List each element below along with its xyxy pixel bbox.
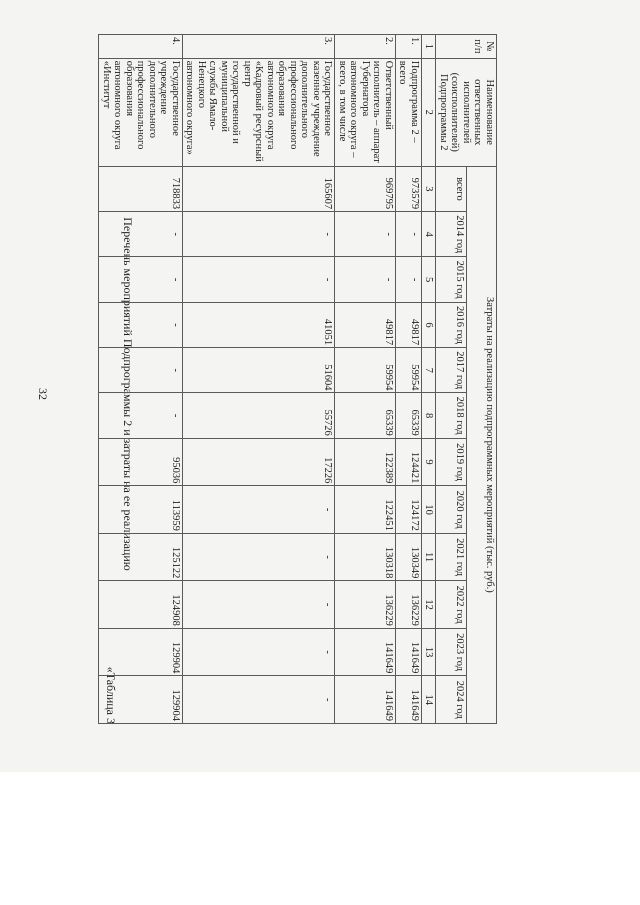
index-cell: 5 xyxy=(422,257,437,302)
cell-year-value: 41051 xyxy=(183,302,336,347)
cell-year-value: 136229 xyxy=(335,581,396,629)
row-name: Ответственный исполнитель – аппарат Губернатора автономного округа – всего, в том числе xyxy=(335,58,396,166)
cell-year-value: 130318 xyxy=(335,533,396,581)
cell-year-value: - xyxy=(99,257,183,302)
cell-year-value: 95036 xyxy=(99,438,183,486)
cell-year-value: 130349 xyxy=(396,533,422,581)
cell-year-value: 59954 xyxy=(335,348,396,393)
header-row-1 xyxy=(466,35,496,724)
header-name: Наименование ответственных исполнителей (соисполнителей) Подпрограммы 2 xyxy=(436,58,497,166)
cell-year-value: - xyxy=(183,533,336,581)
cell-year-value: 122389 xyxy=(335,438,396,486)
cell-total: 973579 xyxy=(396,166,422,211)
cell-year-value: - xyxy=(99,348,183,393)
cell-year-value: - xyxy=(183,628,336,676)
header-year: 2019 год xyxy=(436,438,466,486)
row-name: Государственное учреждение дополнительного профессионального образования автономного округа «Институт xyxy=(99,58,183,166)
cell-year-value: 59954 xyxy=(396,348,422,393)
cell-year-value: 124172 xyxy=(396,486,422,534)
index-cell: 1 xyxy=(422,35,437,59)
cell-year-value: 129904 xyxy=(99,628,183,676)
header-num: № п/п xyxy=(436,35,497,59)
row-number: 2. xyxy=(335,35,396,59)
cell-year-value: 113959 xyxy=(99,486,183,534)
cell-year-value: 136229 xyxy=(396,581,422,629)
index-cell: 9 xyxy=(422,438,437,486)
header-year: 2023 год xyxy=(436,628,466,676)
cell-year-value: 141649 xyxy=(335,676,396,724)
header-year: 2021 год xyxy=(436,533,466,581)
cell-total: 165607 xyxy=(183,166,336,211)
table-row xyxy=(396,35,422,724)
cell-year-value: - xyxy=(335,212,396,257)
index-cell: 11 xyxy=(422,533,437,581)
cell-year-value: - xyxy=(99,212,183,257)
index-cell: 14 xyxy=(422,676,437,724)
index-cell: 4 xyxy=(422,212,437,257)
row-name: Подпрограмма 2 – всего xyxy=(396,58,422,166)
cell-year-value: - xyxy=(335,257,396,302)
cell-year-value: 124421 xyxy=(396,438,422,486)
index-cell: 7 xyxy=(422,348,437,393)
header-year: 2014 год xyxy=(436,212,466,257)
cell-year-value: 125122 xyxy=(99,533,183,581)
index-cell: 8 xyxy=(422,393,437,438)
cell-year-value: - xyxy=(99,302,183,347)
cell-year-value: 124908 xyxy=(99,581,183,629)
expenses-table xyxy=(99,34,498,724)
cell-year-value: - xyxy=(99,393,183,438)
header-year: 2017 год xyxy=(436,348,466,393)
cell-year-value: 17226 xyxy=(183,438,336,486)
index-cell: 2 xyxy=(422,58,437,166)
table-caption: Перечень мероприятий Подпрограммы 2 и затраты на ее реализацию xyxy=(121,217,135,571)
index-cell: 3 xyxy=(422,166,437,211)
header-year: 2024 год xyxy=(436,676,466,724)
cell-year-value: - xyxy=(183,257,336,302)
header-year: 2015 год xyxy=(436,257,466,302)
header-year: 2022 год xyxy=(436,581,466,629)
index-cell: 12 xyxy=(422,581,437,629)
header-group-title: Затраты на реализацию подпрограммных мероприятий (тыс. руб.) xyxy=(466,166,496,723)
row-number: 1. xyxy=(396,35,422,59)
index-cell: 13 xyxy=(422,628,437,676)
cell-year-value: 65339 xyxy=(396,393,422,438)
cell-year-value: 141649 xyxy=(335,628,396,676)
index-row xyxy=(422,35,437,724)
row-number: 4. xyxy=(99,35,183,59)
cell-year-value: - xyxy=(183,581,336,629)
header-total: всего xyxy=(436,166,466,211)
cell-year-value: 141649 xyxy=(396,628,422,676)
cell-year-value: - xyxy=(396,212,422,257)
header-year: 2018 год xyxy=(436,393,466,438)
row-number: 3. xyxy=(183,35,336,59)
cell-year-value: 49817 xyxy=(335,302,396,347)
index-cell: 6 xyxy=(422,302,437,347)
table-row xyxy=(335,35,396,724)
cell-year-value: - xyxy=(396,257,422,302)
cell-year-value: 129904 xyxy=(99,676,183,724)
rotated-page-content xyxy=(15,24,615,764)
cell-year-value: 141649 xyxy=(396,676,422,724)
table-row xyxy=(99,35,183,724)
cell-total: 718833 xyxy=(99,166,183,211)
cell-year-value: - xyxy=(183,486,336,534)
header-year: 2016 год xyxy=(436,302,466,347)
table-label: «Таблица 3 xyxy=(104,666,118,724)
cell-year-value: 55726 xyxy=(183,393,336,438)
cell-year-value: - xyxy=(183,676,336,724)
cell-year-value: 65339 xyxy=(335,393,396,438)
table-row xyxy=(183,35,336,724)
page-number: 32 xyxy=(36,388,50,400)
cell-year-value: 51604 xyxy=(183,348,336,393)
header-year: 2020 год xyxy=(436,486,466,534)
cell-total: 969795 xyxy=(335,166,396,211)
index-cell: 10 xyxy=(422,486,437,534)
cell-year-value: 49817 xyxy=(396,302,422,347)
cell-year-value: - xyxy=(183,212,336,257)
row-name: Государственное казенное учреждение дополнительного профессионального образования автономного округа «Кадровый ресурсный центр государственной и муниципальной службы Ямало-Ненецкого автономного округа» xyxy=(183,58,336,166)
cell-year-value: 122451 xyxy=(335,486,396,534)
